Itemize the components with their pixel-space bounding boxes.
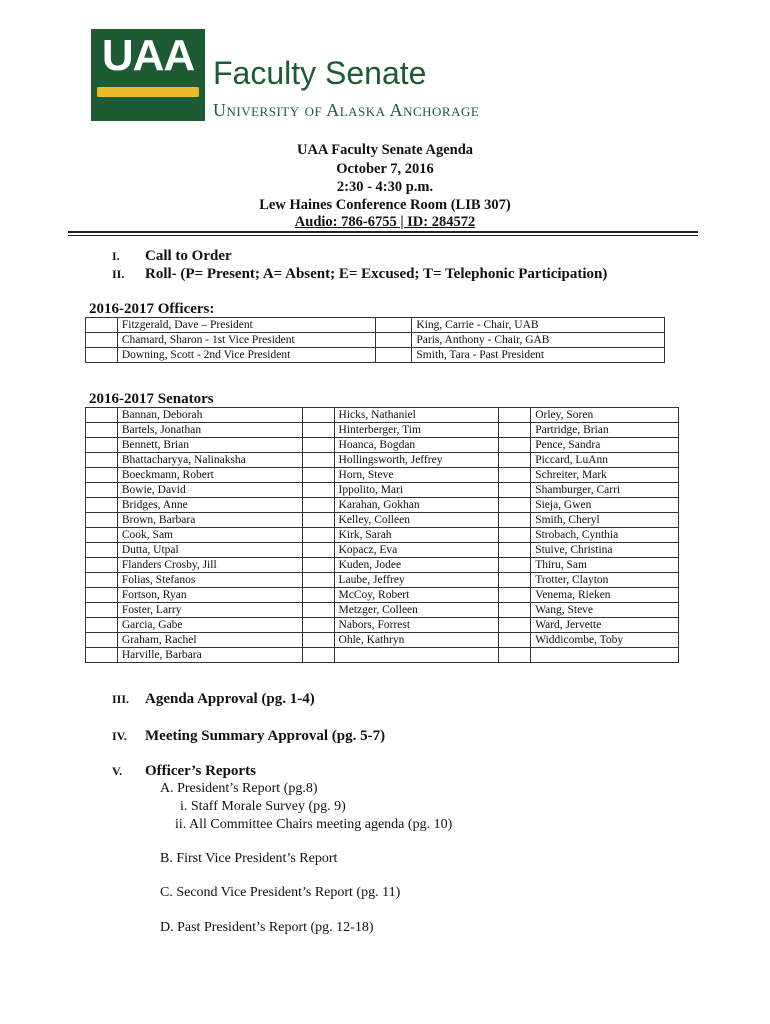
attendance-cell [302, 618, 334, 633]
attendance-cell [499, 603, 531, 618]
senator-name: Garcia, Gabe [117, 618, 302, 633]
attendance-cell [499, 618, 531, 633]
senator-name: Pence, Sandra [531, 438, 679, 453]
attendance-cell [499, 588, 531, 603]
senator-name: Metzger, Colleen [334, 603, 499, 618]
attendance-cell [499, 573, 531, 588]
table-row [86, 498, 679, 513]
senator-name: Smith, Cheryl [531, 513, 679, 528]
senator-name: Bowie, David [117, 483, 302, 498]
attendance-cell [86, 633, 118, 648]
header-rule-thin [68, 235, 698, 236]
attendance-cell [499, 423, 531, 438]
table-row [86, 453, 679, 468]
section-num-4: IV. [112, 729, 127, 743]
attendance-cell [86, 438, 118, 453]
attendance-cell [302, 423, 334, 438]
senator-name: Schreiter, Mark [531, 468, 679, 483]
attendance-cell [499, 528, 531, 543]
senator-name: Shamburger, Carri [531, 483, 679, 498]
attendance-cell [86, 603, 118, 618]
section-meeting-summary: Meeting Summary Approval (pg. 5-7) [145, 728, 386, 744]
attendance-cell [302, 543, 334, 558]
senator-name: Hollingsworth, Jeffrey [334, 453, 499, 468]
logo-faculty-senate: Faculty Senate [213, 55, 427, 91]
table-row [86, 618, 679, 633]
attendance-cell [86, 648, 118, 663]
attendance-cell [302, 528, 334, 543]
officers-table [85, 317, 665, 363]
attendance-cell [302, 558, 334, 573]
senator-name: Fortson, Ryan [117, 588, 302, 603]
table-row [86, 543, 679, 558]
senator-name: Karahan, Gokhan [334, 498, 499, 513]
attendance-cell [499, 408, 531, 423]
senator-name: Bridges, Anne [117, 498, 302, 513]
officer-name: King, Carrie - Chair, UAB [412, 318, 665, 333]
table-row [86, 423, 679, 438]
logo-university-name: University of Alaska Anchorage [213, 100, 480, 120]
attendance-cell [375, 348, 412, 363]
senator-name: Kuden, Jodee [334, 558, 499, 573]
table-row [86, 603, 679, 618]
senator-name: Hoanca, Bogdan [334, 438, 499, 453]
attendance-cell [86, 468, 118, 483]
meeting-date: October 7, 2016 [336, 161, 434, 177]
table-row [86, 483, 679, 498]
attendance-cell [302, 453, 334, 468]
senator-name: Foster, Larry [117, 603, 302, 618]
header-rule [68, 231, 698, 233]
senators-table [85, 407, 679, 663]
attendance-cell [499, 453, 531, 468]
attendance-cell [302, 573, 334, 588]
attendance-cell [86, 558, 118, 573]
attendance-cell [86, 543, 118, 558]
attendance-cell [302, 603, 334, 618]
attendance-cell [499, 648, 531, 663]
attendance-cell [499, 468, 531, 483]
senator-name: Ohle, Kathryn [334, 633, 499, 648]
report-c: C. Second Vice President’s Report (pg. 11) [160, 885, 401, 900]
senator-name: Bannan, Deborah [117, 408, 302, 423]
table-row [86, 318, 665, 333]
attendance-cell [86, 513, 118, 528]
senator-name: Orley, Soren [531, 408, 679, 423]
meeting-time: 2:30 - 4:30 p.m. [336, 179, 434, 195]
senator-name: Bennett, Brian [117, 438, 302, 453]
table-row [86, 333, 665, 348]
senator-name: Kirk, Sarah [334, 528, 499, 543]
attendance-cell [86, 318, 118, 333]
senator-name: Stuive, Christina [531, 543, 679, 558]
attendance-cell [302, 483, 334, 498]
table-row [86, 528, 679, 543]
attendance-cell [499, 498, 531, 513]
attendance-cell [499, 543, 531, 558]
table-row [86, 348, 665, 363]
logo-gold-swoosh [97, 87, 199, 97]
audio-info: Audio: 786-6755 | ID: 284572 [294, 214, 476, 230]
table-row [86, 513, 679, 528]
senator-name: Trotter, Clayton [531, 573, 679, 588]
senator-name: Flanders Crosby, Jill [117, 558, 302, 573]
senator-name: Kopacz, Eva [334, 543, 499, 558]
attendance-cell [86, 618, 118, 633]
table-row [86, 468, 679, 483]
attendance-cell [302, 498, 334, 513]
senator-name: Cook, Sam [117, 528, 302, 543]
section-call-to-order: Call to Order [145, 248, 232, 264]
attendance-cell [86, 528, 118, 543]
senator-name: Ippolito, Mari [334, 483, 499, 498]
faculty-senate-logo [91, 29, 536, 121]
attendance-cell [302, 513, 334, 528]
senator-name: Sieja, Gwen [531, 498, 679, 513]
officer-name: Chamard, Sharon - 1st Vice President [117, 333, 375, 348]
senator-name: Bartels, Jonathan [117, 423, 302, 438]
senator-name: Piccard, LuAnn [531, 453, 679, 468]
attendance-cell [302, 468, 334, 483]
report-a-ii: ii. All Committee Chairs meeting agenda (pg. 10) [175, 817, 453, 832]
report-a: A. President’s Report (pg.8) [160, 781, 318, 796]
officer-name: Fitzgerald, Dave – President [117, 318, 375, 333]
attendance-cell [302, 408, 334, 423]
table-row [86, 648, 679, 663]
officer-name: Paris, Anthony - Chair, GAB [412, 333, 665, 348]
attendance-cell [86, 453, 118, 468]
attendance-cell [499, 438, 531, 453]
senator-name: McCoy, Robert [334, 588, 499, 603]
attendance-cell [302, 648, 334, 663]
senator-name: Horn, Steve [334, 468, 499, 483]
attendance-cell [302, 588, 334, 603]
senator-name: Nabors, Forrest [334, 618, 499, 633]
senator-name: Kelley, Colleen [334, 513, 499, 528]
table-row [86, 408, 679, 423]
attendance-cell [86, 498, 118, 513]
senator-name [334, 648, 499, 663]
senator-name: Thiru, Sam [531, 558, 679, 573]
attendance-cell [499, 483, 531, 498]
attendance-cell [302, 633, 334, 648]
senator-name: Dutta, Utpal [117, 543, 302, 558]
senator-name: Hinterberger, Tim [334, 423, 499, 438]
attendance-cell [86, 573, 118, 588]
section-num-1: I. [112, 249, 120, 263]
senator-name: Widdicombe, Toby [531, 633, 679, 648]
logo-uaa-text: UAA [101, 31, 195, 80]
senator-name: Laube, Jeffrey [334, 573, 499, 588]
section-roll: Roll- (P= Present; A= Absent; E= Excused; T= Telephonic Participation) [145, 266, 608, 282]
senator-name: Hicks, Nathaniel [334, 408, 499, 423]
senator-name: Folias, Stefanos [117, 573, 302, 588]
senator-name: Partridge, Brian [531, 423, 679, 438]
agenda-title: UAA Faculty Senate Agenda [296, 142, 474, 158]
senators-title: 2016-2017 Senators [89, 391, 214, 407]
senator-name: Brown, Barbara [117, 513, 302, 528]
table-row [86, 558, 679, 573]
attendance-cell [375, 333, 412, 348]
attendance-cell [375, 318, 412, 333]
table-row [86, 588, 679, 603]
report-d: D. Past President’s Report (pg. 12-18) [160, 920, 374, 935]
senator-name: Wang, Steve [531, 603, 679, 618]
senator-name: Harville, Barbara [117, 648, 302, 663]
attendance-cell [499, 513, 531, 528]
officer-name: Downing, Scott - 2nd Vice President [117, 348, 375, 363]
meeting-location: Lew Haines Conference Room (LIB 307) [259, 197, 511, 213]
senator-name: Venema, Rieken [531, 588, 679, 603]
report-a-i: i. Staff Morale Survey (pg. 9) [180, 799, 346, 814]
section-agenda-approval: Agenda Approval (pg. 1-4) [145, 691, 315, 707]
senator-name: Bhattacharyya, Nalinaksha [117, 453, 302, 468]
attendance-cell [302, 438, 334, 453]
section-num-5: V. [112, 764, 123, 778]
section-officers-reports: Officer’s Reports [145, 763, 256, 779]
attendance-cell [86, 423, 118, 438]
table-row [86, 438, 679, 453]
officer-name: Smith, Tara - Past President [412, 348, 665, 363]
attendance-cell [86, 348, 118, 363]
attendance-cell [86, 408, 118, 423]
senator-name: Boeckmann, Robert [117, 468, 302, 483]
senator-name: Graham, Rachel [117, 633, 302, 648]
table-row [86, 573, 679, 588]
senator-name: Ward, Jervette [531, 618, 679, 633]
attendance-cell [499, 633, 531, 648]
section-num-2: II. [112, 267, 125, 281]
attendance-cell [86, 483, 118, 498]
table-row [86, 633, 679, 648]
report-b: B. First Vice President’s Report [160, 851, 338, 866]
officers-title: 2016-2017 Officers: [89, 301, 215, 317]
section-num-3: III. [112, 692, 130, 706]
senator-name [531, 648, 679, 663]
senator-name: Strobach, Cynthia [531, 528, 679, 543]
attendance-cell [86, 333, 118, 348]
attendance-cell [86, 588, 118, 603]
attendance-cell [499, 558, 531, 573]
